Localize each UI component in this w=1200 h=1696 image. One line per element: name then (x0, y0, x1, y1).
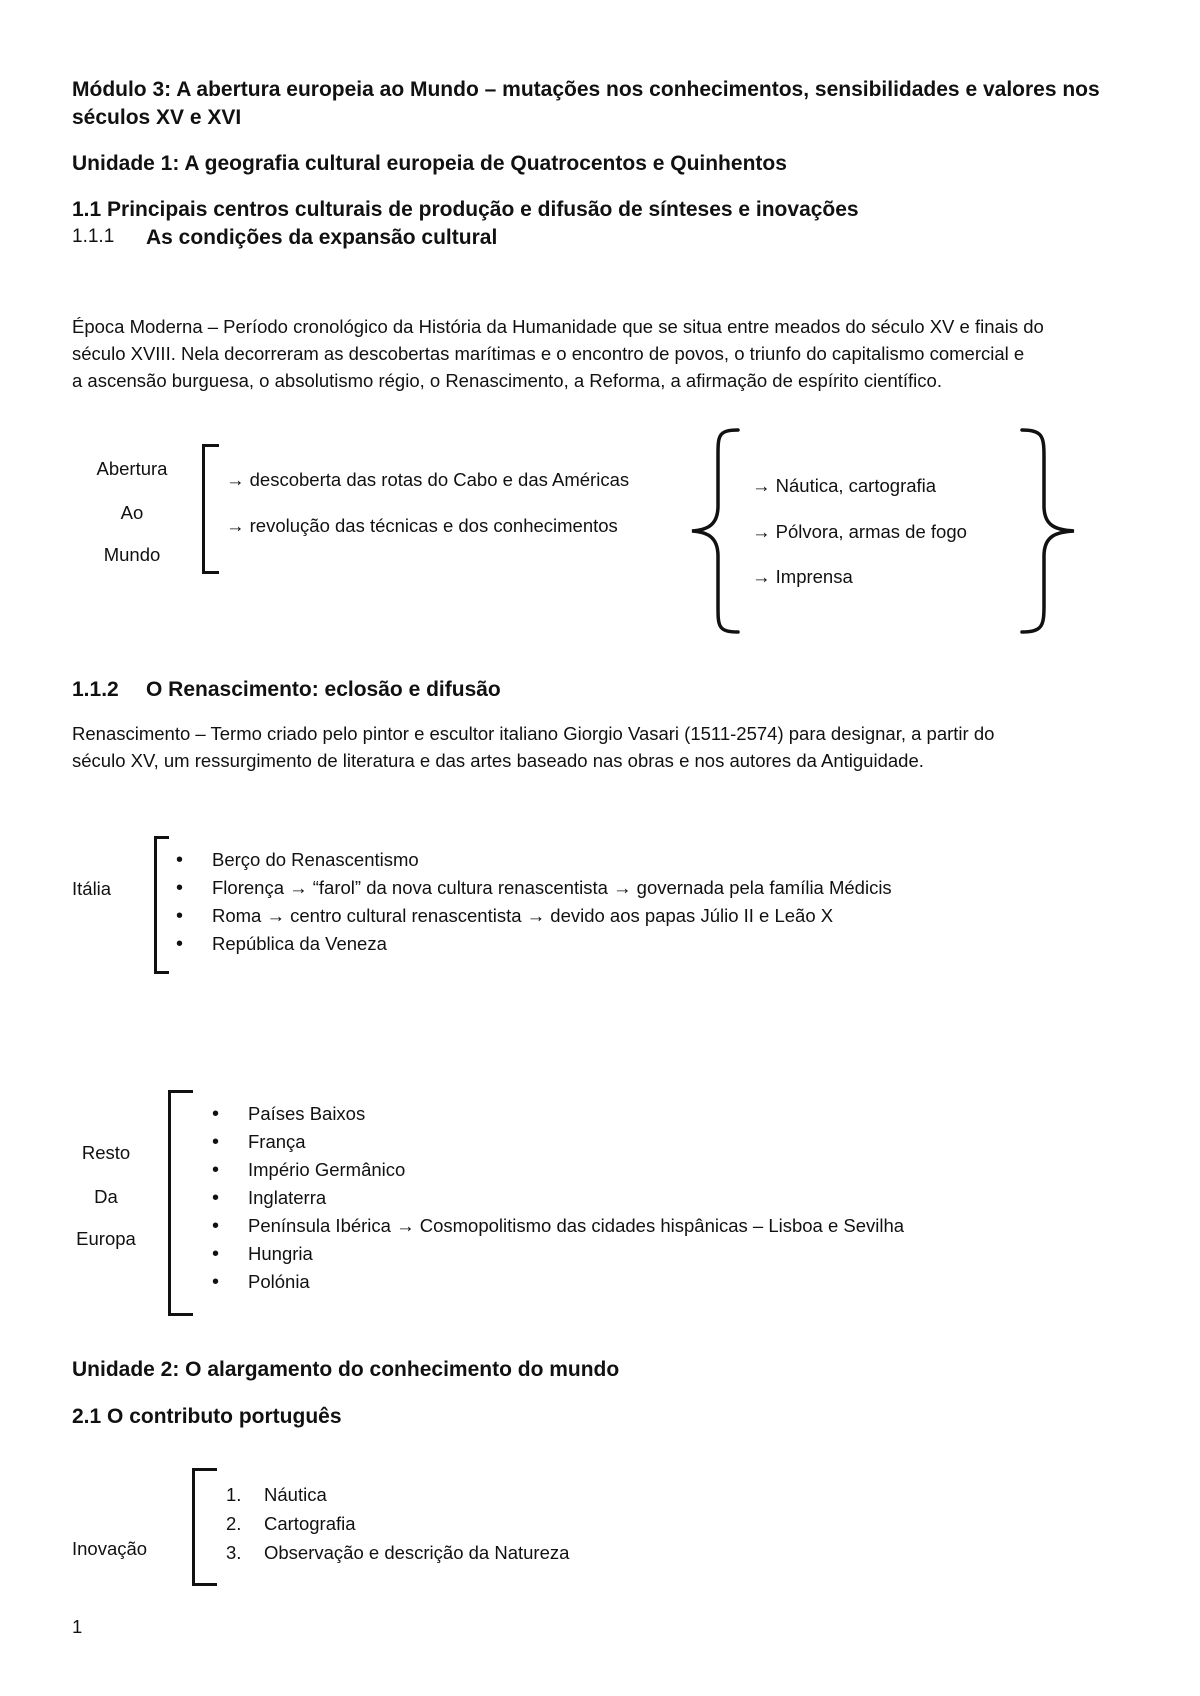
abertura-subitem-2: → Pólvora, armas de fogo (752, 521, 967, 542)
list-item: • Península Ibérica → Cosmopolitismo das cidades hispânicas – Lisboa e Sevilha (200, 1212, 904, 1240)
list-item: 3. Observação e descrição da Natureza (226, 1542, 570, 1563)
renascimento-line1: Renascimento – Termo criado pelo pintor e escultor italiano Giorgio Vasari (1511-2574) para designar, a partir do (72, 723, 995, 744)
section-1-1-1-title: As condições da expansão cultural (146, 226, 498, 249)
renascimento-paragraph (72, 720, 1152, 774)
abertura-label-3: Mundo (103, 544, 161, 565)
unit2-title: Unidade 2: O alargamento do conhecimento do mundo (72, 1358, 620, 1381)
resto-europa-list (200, 1100, 904, 1296)
unit1-title: Unidade 1: A geografia cultural europeia de Quatrocentos e Quinhentos (72, 152, 787, 175)
list-item: • Inglaterra (200, 1184, 904, 1212)
list-item: 2. Cartografia (226, 1513, 356, 1534)
italia-list (164, 846, 892, 958)
epoca-moderna-line2: século XVIII. Nela decorreram as descobertas marítimas e o encontro de povos, o triunfo do capitalismo comercial e (72, 343, 1025, 364)
inovacao-bracket (192, 1468, 217, 1586)
abertura-subitem-1: → Náutica, cartografia (752, 475, 937, 496)
module-title-line2: séculos XV e XVI (72, 106, 242, 129)
list-item: • Polónia (200, 1268, 904, 1296)
list-item: • Países Baixos (200, 1100, 904, 1128)
inovacao-list (226, 1480, 569, 1567)
epoca-moderna-line1: Época Moderna – Período cronológico da História da Humanidade que se situa entre meados do século XV e finais do (72, 316, 1044, 337)
page-number: 1 (72, 1616, 83, 1637)
list-item: 1. Náutica (226, 1484, 327, 1505)
resto-label-2: Da (94, 1186, 118, 1207)
section-1-1-2-title: O Renascimento: eclosão e difusão (146, 678, 501, 701)
list-item: • República da Veneza (164, 930, 892, 958)
italia-label: Itália (72, 878, 112, 899)
list-item: • Roma → centro cultural renascentista → devido aos papas Júlio II e Leão X (164, 902, 892, 930)
left-curly-brace (688, 426, 742, 636)
inovacao-label: Inovação (72, 1538, 148, 1559)
module-title-line1: Módulo 3: A abertura europeia ao Mundo – mutações nos conhecimentos, sensibilidades e valores nos (72, 78, 1100, 101)
abertura-item-1: → descoberta das rotas do Cabo e das Américas (226, 469, 630, 490)
resto-label-3: Europa (76, 1228, 136, 1249)
right-curly-brace (1018, 426, 1078, 636)
abertura-item-2: → revolução das técnicas e dos conhecimentos (226, 515, 618, 536)
abertura-subitem-3: → Imprensa (752, 566, 853, 587)
renascimento-line2: século XV, um ressurgimento de literatura e das artes baseado nas obras e nos autores da Antiguidade. (72, 750, 924, 771)
list-item: • Berço do Renascentismo (164, 846, 892, 874)
epoca-moderna-line3: a ascensão burguesa, o absolutismo régio, o Renascimento, a Reforma, a afirmação de espírito científico. (72, 370, 942, 391)
section-2-1-title: 2.1 O contributo português (72, 1405, 342, 1428)
resto-europa-bracket (168, 1090, 193, 1316)
list-item: • França (200, 1128, 904, 1156)
abertura-label-1: Abertura (96, 458, 168, 479)
list-item: • Florença → “farol” da nova cultura renascentista → governada pela família Médicis (164, 874, 892, 902)
abertura-bracket (202, 444, 219, 574)
epoca-moderna-paragraph (72, 313, 1152, 394)
list-item: • Hungria (200, 1240, 904, 1268)
section-1-1-1-number: 1.1.1 (72, 226, 115, 247)
section-1-1-2-number: 1.1.2 (72, 678, 119, 701)
section-1-1-title: 1.1 Principais centros culturais de produção e difusão de sínteses e inovações (72, 198, 859, 221)
list-item: • Império Germânico (200, 1156, 904, 1184)
abertura-label-2: Ao (120, 502, 144, 523)
resto-label-1: Resto (81, 1142, 131, 1163)
